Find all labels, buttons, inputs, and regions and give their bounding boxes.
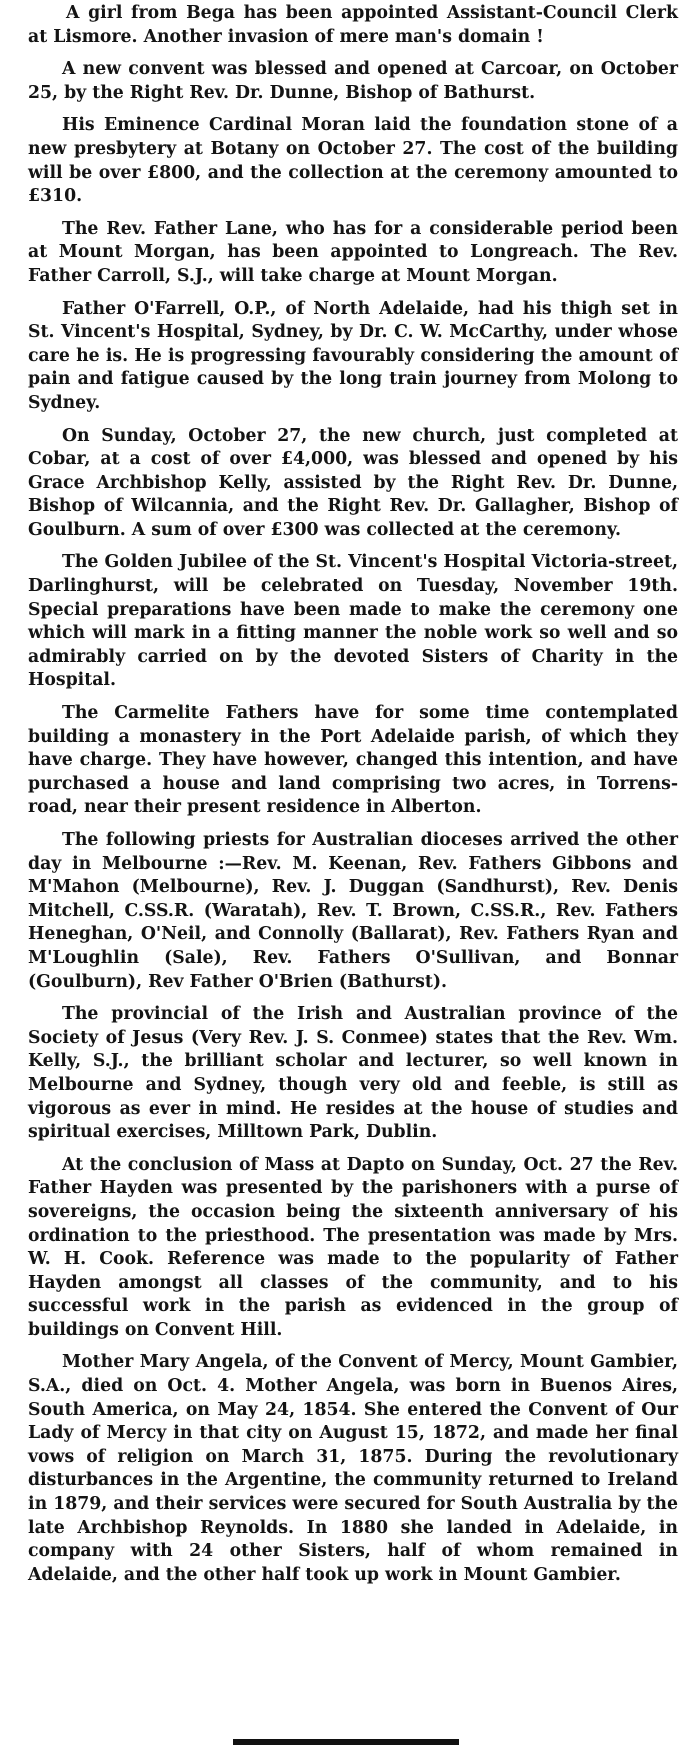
news-item-father-lane: The Rev. Father Lane, who has for a considerable period been at Mount Morgan, has been appointed to Longreach. The Rev. Father Carroll, S.J., will take charge at Mount Morgan. [28, 218, 678, 286]
column-end-rule [233, 1739, 459, 1745]
news-item-golden-jubilee: The Golden Jubilee of the St. Vincent's Hospital Victoria-street, Darlinghurst, will be celebrated on Tuesday, November 19th. Special preparations have been made to make the ceremony one which will mark in a fitting manner the noble work so well and so admirably carried on by the devoted Sisters of Charity in the Hospital. [28, 552, 678, 691]
news-item-carmelite-fathers: The Carmelite Fathers have for some time contemplated building a monastery in the Port Adelaide parish, of which they have charge. They have however, changed this intention, and have purchased a house and land comprising two acres, in Torrens-road, near their present residence in Alberton. [28, 703, 678, 818]
news-item-bega-clerk: A girl from Bega has been appointed Assistant-Council Clerk at Lismore. Another invasion of mere man's domain ! [28, 3, 678, 47]
news-item-jesuit-provincial: The provincial of the Irish and Australian province of the Society of Jesus (Very Rev. J. S. Conmee) states that the Rev. Wm. Kelly, S.J., the brilliant scholar and lecturer, so well known in Melbourne and Sydney, though very old and feeble, is still as vigorous as ever in mind. He resides at the house of studies and spiritual exercises, Milltown Park, Dublin. [28, 1004, 678, 1143]
news-item-botany-presbytery: His Eminence Cardinal Moran laid the foundation stone of a new presbytery at Botany on October 27. The cost of the building will be over £800, and the collection at the ceremony amounted to £310. [28, 115, 678, 207]
news-item-dapto-presentation: At the conclusion of Mass at Dapto on Sunday, Oct. 27 the Rev. Father Hayden was presented by the parishoners with a purse of sovereigns, the occasion being the sixteenth anniversary of his ordination to the priesthood. The presentation was made by Mrs. W. H. Cook. Reference was made to the popularity of Father Hayden amongst all classes of the community, and to his successful work in the parish as evidenced in the group of buildings on Convent Hill. [28, 1154, 678, 1340]
news-item-carcoar-convent: A new convent was blessed and opened at Carcoar, on October 25, by the Right Rev. Dr. Dunne, Bishop of Bathurst. [28, 59, 678, 103]
news-item-priests-arrived: The following priests for Australian dioceses arrived the other day in Melbourne :—Rev. M. Keenan, Rev. Fathers Gibbons and M'Mahon (Melbourne), Rev. J. Duggan (Sandhurst), Rev. Denis Mitchell, C.SS.R. (Waratah), Rev. T. Brown, C.SS.R., Rev. Fathers Heneghan, O'Neil, and Connolly (Ballarat), Rev. Fathers Ryan and M'Loughlin (Sale), Rev. Fathers O'Sullivan, and Bonnar (Goulburn), Rev Father O'Brien (Bathurst). [28, 830, 678, 992]
news-item-mother-angela: Mother Mary Angela, of the Convent of Mercy, Mount Gambier, S.A., died on Oct. 4. Mother Angela, was born in Buenos Aires, South America, on May 24, 1854. She entered the Convent of Our Lady of Mercy in that city on August 15, 1872, and made her final vows of religion on March 31, 1875. During the revolutionary disturbances in the Argentine, the community returned to Ireland in 1879, and their services were secured for South Australia by the late Archbishop Reynolds. In 1880 she landed in Adelaide, in company with 24 other Sisters, half of whom remained in Adelaide, and the other half took up work in Mount Gambier. [28, 1352, 678, 1585]
news-item-cobar-church: On Sunday, October 27, the new church, just completed at Cobar, at a cost of over £4,000, was blessed and opened by his Grace Archbishop Kelly, assisted by the Right Rev. Dr. Dunne, Bishop of Wilcannia, and the Right Rev. Dr. Gallagher, Bishop of Goulburn. A sum of over £300 was collected at the ceremony. [28, 425, 678, 540]
news-item-father-ofarrell: Father O'Farrell, O.P., of North Adelaide, had his thigh set in St. Vincent's Hospital, Sydney, by Dr. C. W. McCarthy, under whose care he is. He is progressing favourably considering the amount of pain and fatigue caused by the long train journey from Molong to Sydney. [28, 298, 678, 413]
